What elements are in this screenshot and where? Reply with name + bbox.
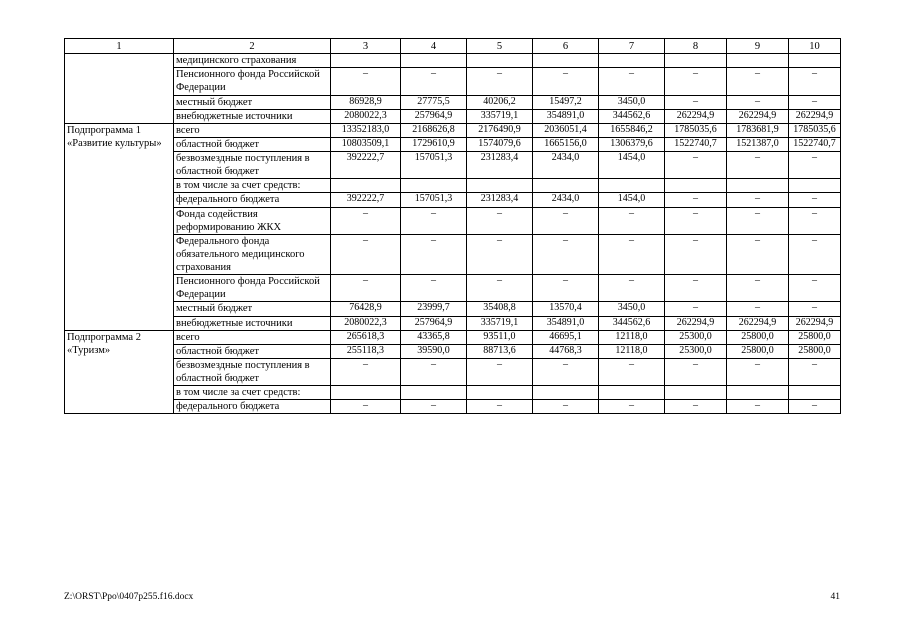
value-cell: –	[467, 207, 533, 234]
value-cell: 10803509,1	[331, 137, 401, 151]
table-row	[65, 179, 841, 193]
value-cell: 257964,9	[401, 316, 467, 330]
value-cell: –	[789, 302, 841, 316]
value-cell: 344562,6	[599, 316, 665, 330]
table-row	[65, 234, 841, 274]
value-cell: 2176490,9	[467, 123, 533, 137]
value-cell: 46695,1	[533, 330, 599, 344]
table-row	[65, 330, 841, 344]
program-cell: Подпрограмма 2 «Туризм»	[65, 330, 174, 414]
value-cell: –	[533, 207, 599, 234]
value-cell: –	[727, 95, 789, 109]
value-cell: –	[401, 358, 467, 385]
column-header: 6	[533, 39, 599, 54]
value-cell: –	[401, 275, 467, 302]
value-cell: –	[533, 234, 599, 274]
value-cell: 13352183,0	[331, 123, 401, 137]
source-label: областной бюджет	[174, 137, 331, 151]
table-row	[65, 137, 841, 151]
value-cell: 1785035,6	[789, 123, 841, 137]
value-cell: –	[599, 400, 665, 414]
value-cell	[331, 386, 401, 400]
table-row	[65, 316, 841, 330]
value-cell: –	[599, 358, 665, 385]
value-cell	[665, 54, 727, 68]
value-cell: 1522740,7	[789, 137, 841, 151]
value-cell: 2434,0	[533, 193, 599, 207]
table-body	[65, 39, 841, 414]
value-cell: 40206,2	[467, 95, 533, 109]
table-row	[65, 95, 841, 109]
value-cell: –	[789, 95, 841, 109]
table-row	[65, 358, 841, 385]
value-cell: 25800,0	[789, 330, 841, 344]
table-row	[65, 302, 841, 316]
value-cell: 262294,9	[665, 109, 727, 123]
source-label: областной бюджет	[174, 344, 331, 358]
value-cell: 255118,3	[331, 344, 401, 358]
value-cell: 76428,9	[331, 302, 401, 316]
value-cell: 157051,3	[401, 152, 467, 179]
value-cell: –	[331, 400, 401, 414]
value-cell	[401, 54, 467, 68]
value-cell: 344562,6	[599, 109, 665, 123]
value-cell: 12118,0	[599, 344, 665, 358]
value-cell: 2434,0	[533, 152, 599, 179]
value-cell: –	[727, 68, 789, 95]
table-row	[65, 400, 841, 414]
value-cell: –	[599, 275, 665, 302]
table-row	[65, 152, 841, 179]
value-cell: –	[401, 207, 467, 234]
value-cell: –	[727, 234, 789, 274]
table-row	[65, 68, 841, 95]
value-cell: –	[665, 207, 727, 234]
program-cell: Подпрограмма 1 «Развитие культуры»	[65, 123, 174, 330]
value-cell: –	[727, 193, 789, 207]
table-row	[65, 344, 841, 358]
value-cell	[789, 179, 841, 193]
source-label: местный бюджет	[174, 302, 331, 316]
source-label: всего	[174, 330, 331, 344]
value-cell: 157051,3	[401, 193, 467, 207]
value-cell: –	[727, 302, 789, 316]
table-row	[65, 54, 841, 68]
value-cell: 86928,9	[331, 95, 401, 109]
value-cell	[467, 179, 533, 193]
source-label: Фонда содействия реформированию ЖКХ	[174, 207, 331, 234]
budget-table	[64, 38, 841, 414]
value-cell: 39590,0	[401, 344, 467, 358]
table-row	[65, 386, 841, 400]
value-cell	[599, 179, 665, 193]
value-cell: –	[789, 207, 841, 234]
source-label: Пенсионного фонда Российской Федерации	[174, 68, 331, 95]
value-cell: 1522740,7	[665, 137, 727, 151]
table-row	[65, 109, 841, 123]
value-cell: –	[727, 275, 789, 302]
value-cell: 1729610,9	[401, 137, 467, 151]
value-cell: 25800,0	[727, 330, 789, 344]
value-cell: 23999,7	[401, 302, 467, 316]
source-label: внебюджетные источники	[174, 316, 331, 330]
value-cell: –	[467, 275, 533, 302]
value-cell: 12118,0	[599, 330, 665, 344]
value-cell	[727, 54, 789, 68]
file-path: Z:\ORST\Ppo\0407p255.f16.docx	[64, 592, 194, 602]
source-label: медицинского страхования	[174, 54, 331, 68]
table-row	[65, 123, 841, 137]
value-cell: –	[665, 152, 727, 179]
value-cell: 1783681,9	[727, 123, 789, 137]
value-cell: –	[599, 207, 665, 234]
source-label: всего	[174, 123, 331, 137]
value-cell: –	[331, 234, 401, 274]
source-label: безвозмездные поступления в областной бюджет	[174, 152, 331, 179]
value-cell	[599, 386, 665, 400]
value-cell: –	[401, 400, 467, 414]
value-cell: 2080022,3	[331, 109, 401, 123]
value-cell: 25800,0	[789, 344, 841, 358]
header-row	[65, 39, 841, 54]
value-cell: 231283,4	[467, 193, 533, 207]
value-cell: 3450,0	[599, 302, 665, 316]
column-header: 5	[467, 39, 533, 54]
value-cell: –	[467, 234, 533, 274]
value-cell: –	[401, 234, 467, 274]
value-cell: 25800,0	[727, 344, 789, 358]
value-cell	[665, 179, 727, 193]
value-cell: –	[727, 358, 789, 385]
value-cell: 262294,9	[789, 316, 841, 330]
column-header: 2	[174, 39, 331, 54]
value-cell: 392222,7	[331, 152, 401, 179]
value-cell: 3450,0	[599, 95, 665, 109]
table-row	[65, 275, 841, 302]
value-cell	[467, 386, 533, 400]
value-cell: 1454,0	[599, 152, 665, 179]
value-cell: –	[599, 68, 665, 95]
source-label: в том числе за счет средств:	[174, 386, 331, 400]
value-cell	[467, 54, 533, 68]
value-cell: –	[727, 207, 789, 234]
value-cell	[331, 54, 401, 68]
table-row	[65, 207, 841, 234]
value-cell	[665, 386, 727, 400]
value-cell: 354891,0	[533, 109, 599, 123]
value-cell: –	[467, 68, 533, 95]
value-cell: –	[665, 68, 727, 95]
value-cell: 35408,8	[467, 302, 533, 316]
value-cell	[331, 179, 401, 193]
value-cell: –	[665, 358, 727, 385]
value-cell: 88713,6	[467, 344, 533, 358]
value-cell	[599, 54, 665, 68]
page-number: 41	[830, 592, 840, 602]
value-cell: 1655846,2	[599, 123, 665, 137]
value-cell	[789, 386, 841, 400]
value-cell: 2168626,8	[401, 123, 467, 137]
value-cell: –	[331, 68, 401, 95]
value-cell: 44768,3	[533, 344, 599, 358]
column-header: 1	[65, 39, 174, 54]
value-cell: 265618,3	[331, 330, 401, 344]
value-cell	[789, 54, 841, 68]
value-cell: 262294,9	[665, 316, 727, 330]
value-cell: 2036051,4	[533, 123, 599, 137]
source-label: в том числе за счет средств:	[174, 179, 331, 193]
value-cell: 15497,2	[533, 95, 599, 109]
value-cell: 231283,4	[467, 152, 533, 179]
value-cell: –	[533, 358, 599, 385]
value-cell: –	[727, 152, 789, 179]
value-cell: 1574079,6	[467, 137, 533, 151]
value-cell: –	[665, 275, 727, 302]
column-header: 4	[401, 39, 467, 54]
value-cell: –	[665, 302, 727, 316]
value-cell: 25300,0	[665, 344, 727, 358]
value-cell: –	[665, 193, 727, 207]
value-cell	[401, 386, 467, 400]
value-cell: –	[533, 68, 599, 95]
value-cell	[727, 179, 789, 193]
column-header: 7	[599, 39, 665, 54]
value-cell: –	[467, 400, 533, 414]
value-cell: –	[533, 400, 599, 414]
value-cell: 335719,1	[467, 109, 533, 123]
value-cell	[401, 179, 467, 193]
value-cell: 1306379,6	[599, 137, 665, 151]
source-label: безвозмездные поступления в областной бюджет	[174, 358, 331, 385]
value-cell: 25300,0	[665, 330, 727, 344]
value-cell: 1665156,0	[533, 137, 599, 151]
value-cell: 2080022,3	[331, 316, 401, 330]
source-label: местный бюджет	[174, 95, 331, 109]
source-label: Пенсионного фонда Российской Федерации	[174, 275, 331, 302]
value-cell: 13570,4	[533, 302, 599, 316]
value-cell: 27775,5	[401, 95, 467, 109]
table-row	[65, 193, 841, 207]
value-cell: –	[331, 275, 401, 302]
value-cell: –	[789, 234, 841, 274]
column-header: 9	[727, 39, 789, 54]
value-cell: 335719,1	[467, 316, 533, 330]
value-cell	[533, 386, 599, 400]
value-cell: –	[665, 95, 727, 109]
value-cell: –	[331, 207, 401, 234]
value-cell: –	[789, 193, 841, 207]
value-cell: 1521387,0	[727, 137, 789, 151]
value-cell	[533, 179, 599, 193]
value-cell	[727, 386, 789, 400]
value-cell: 257964,9	[401, 109, 467, 123]
value-cell: 93511,0	[467, 330, 533, 344]
value-cell: –	[789, 400, 841, 414]
value-cell: –	[599, 234, 665, 274]
value-cell: –	[533, 275, 599, 302]
value-cell: 262294,9	[727, 316, 789, 330]
value-cell	[533, 54, 599, 68]
column-header: 10	[789, 39, 841, 54]
source-label: федерального бюджета	[174, 193, 331, 207]
value-cell: 392222,7	[331, 193, 401, 207]
value-cell: 262294,9	[727, 109, 789, 123]
source-label: Федерального фонда обязательного медицинского страхования	[174, 234, 331, 274]
value-cell: –	[789, 275, 841, 302]
value-cell: 1785035,6	[665, 123, 727, 137]
value-cell: –	[789, 358, 841, 385]
value-cell: 262294,9	[789, 109, 841, 123]
value-cell: 1454,0	[599, 193, 665, 207]
program-cell	[65, 54, 174, 124]
column-header: 8	[665, 39, 727, 54]
source-label: федерального бюджета	[174, 400, 331, 414]
value-cell: –	[665, 234, 727, 274]
value-cell: –	[789, 152, 841, 179]
value-cell: 43365,8	[401, 330, 467, 344]
value-cell: –	[789, 68, 841, 95]
value-cell: –	[665, 400, 727, 414]
value-cell: –	[401, 68, 467, 95]
value-cell: –	[467, 358, 533, 385]
value-cell: –	[331, 358, 401, 385]
value-cell: 354891,0	[533, 316, 599, 330]
value-cell: –	[727, 400, 789, 414]
column-header: 3	[331, 39, 401, 54]
source-label: внебюджетные источники	[174, 109, 331, 123]
